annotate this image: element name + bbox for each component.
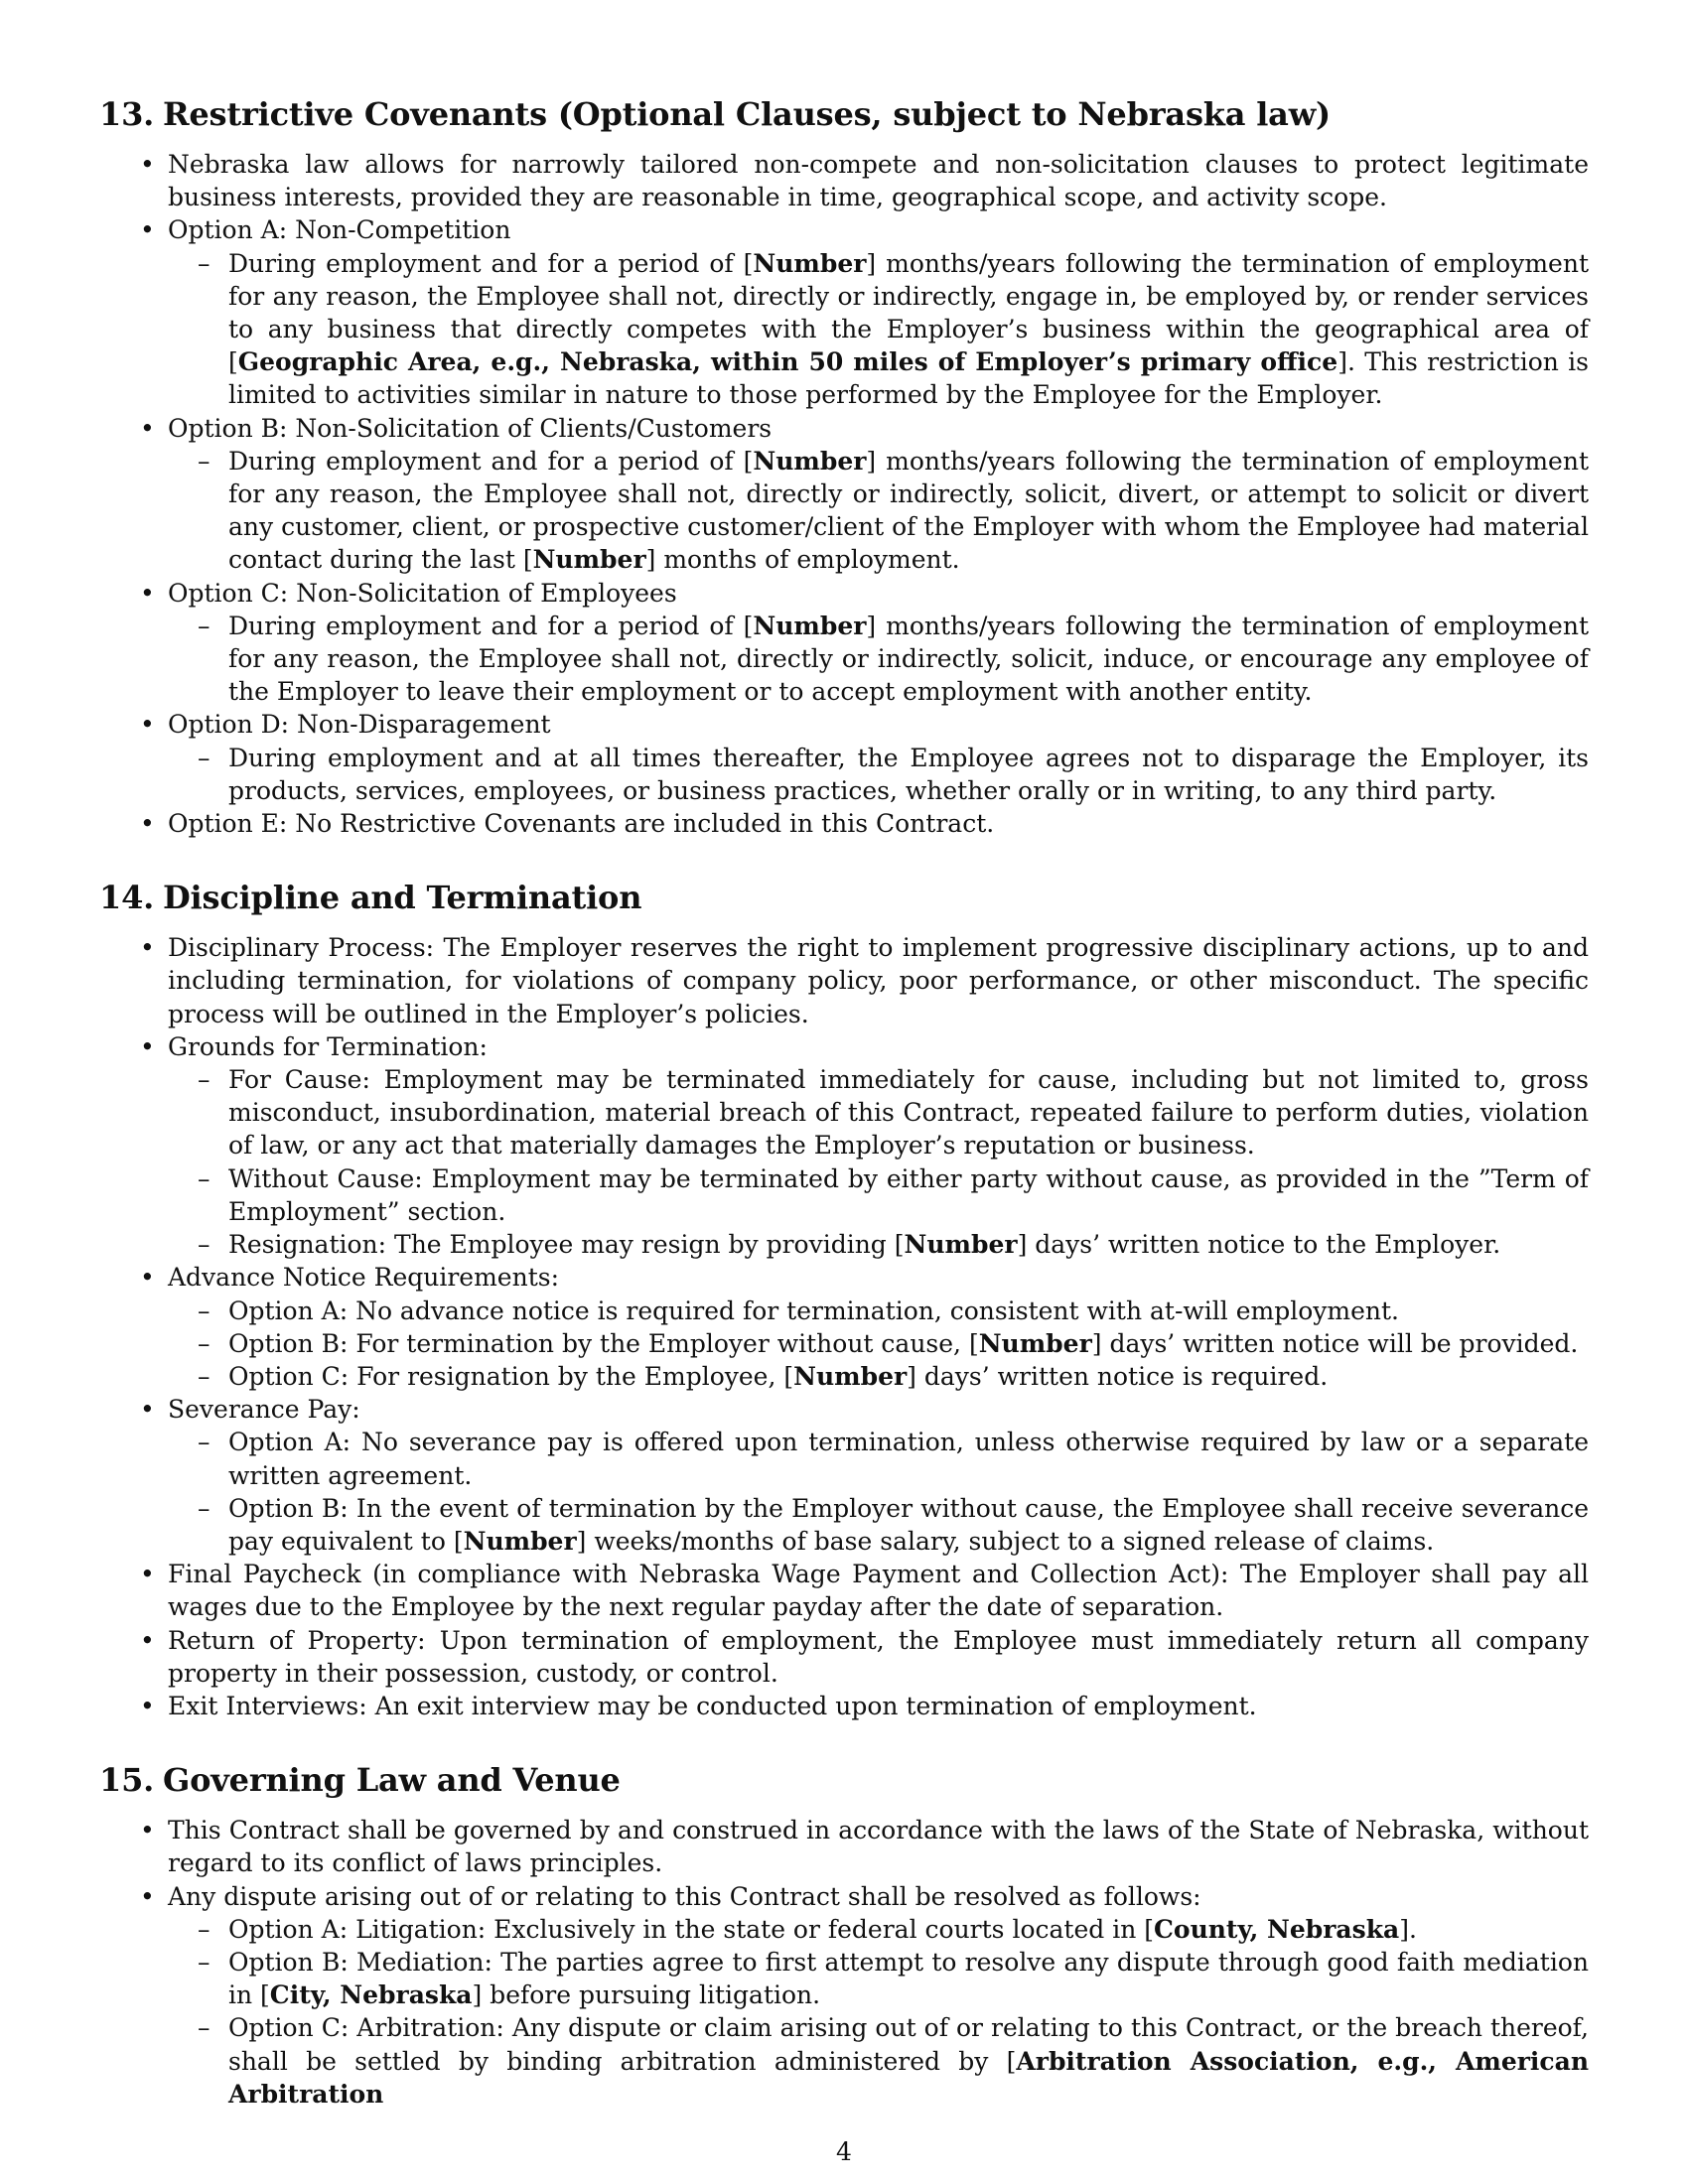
list-item [168, 1261, 1589, 1393]
placeholder: Number [463, 1526, 577, 1556]
item-text: Option C: Non-Solicitation of Employees [168, 578, 677, 608]
sub-list [168, 1063, 1589, 1261]
list-item [168, 412, 1589, 577]
section-15 [99, 1760, 1589, 2111]
text: During employment and for a period of [ [228, 446, 754, 476]
sub-item [228, 1327, 1589, 1360]
sub-item: – Option A: No severance pay is offered upon termination, unless otherwise required by law or a separate written agreement. [228, 1426, 1589, 1491]
sub-item [228, 610, 1589, 709]
list-item: • Option E: No Restrictive Covenants are included in this Contract. [168, 807, 1589, 840]
sub-list [168, 1426, 1589, 1558]
text: ]. This restriction is limited to activities similar in nature to those performed by the Employee for the Employer. [228, 347, 1589, 410]
text: Option C: Arbitration: Any dispute or claim arising out of or relating to this Contract, or the breach thereof, shall be settled by binding arbitration administered by [ [228, 2013, 1589, 2076]
item-text: Option B: Non-Solicitation of Clients/Customers [168, 413, 773, 443]
section-heading [99, 94, 1589, 134]
list-item: • Final Paycheck (in compliance with Nebraska Wage Payment and Collection Act): The Employer shall pay all wages due to the Employee by the next regular payday after the date of separation. [168, 1558, 1589, 1623]
section-heading [99, 1760, 1589, 1800]
list-item [168, 708, 1589, 807]
text: ] months/years following the termination of employment for any reason, the Employee shall not, directly or indirectly, engage in, be employed by, or render services to any business that directly competes with the Employer’s business within the geographical area of [ [228, 248, 1589, 377]
list-item [168, 577, 1589, 709]
page-number: 4 [836, 2137, 852, 2166]
section-number: 15. [99, 1761, 155, 1800]
text: ] months of employment. [645, 545, 960, 575]
list-item [168, 1393, 1589, 1558]
sub-list [168, 742, 1589, 807]
list-item [168, 1030, 1589, 1261]
text: Resignation: The Employee may resign by providing [ [228, 1230, 905, 1260]
item-text: Severance Pay: [168, 1395, 360, 1425]
text: During employment and for a period of [ [228, 611, 754, 640]
text: ] months/years following the termination of employment for any reason, the Employee shall not, directly or indirectly, solicit, divert, or attempt to solicit or divert any customer, client, or prospective customer/client of the Employer with whom the Employee had material contact during the last [ [228, 446, 1589, 575]
placeholder: Geographic Area, e.g., Nebraska, within 50 miles of Employer’s primary office [237, 347, 1338, 377]
sub-item [228, 247, 1589, 412]
list-item: • This Contract shall be governed by and construed in accordance with the laws of the State of Nebraska, without regard to its conflict of laws principles. [168, 1814, 1589, 1879]
placeholder: Number [753, 446, 867, 476]
bullet-list [99, 1814, 1589, 2111]
sub-list [168, 247, 1589, 412]
text: During employment and for a period of [ [228, 248, 754, 278]
section-title: Restrictive Covenants (Optional Clauses, subject to Nebraska law) [163, 95, 1332, 133]
item-text: Option A: Non-Competition [168, 215, 511, 245]
sub-item [228, 1228, 1589, 1261]
placeholder: Number [904, 1230, 1018, 1260]
sub-item: – For Cause: Employment may be terminated immediately for cause, including but not limited to, gross misconduct, insubordination, material breach of this Contract, repeated failure to perform duties, violation of law, or any act that materially damages the Employer’s reputation or business. [228, 1063, 1589, 1162]
sub-list [168, 1913, 1589, 2111]
placeholder: Number [753, 248, 867, 278]
text: Option A: Litigation: Exclusively in the state or federal courts located in [ [228, 1914, 1154, 1944]
section-number: 14. [99, 879, 155, 917]
section-14 [99, 878, 1589, 1722]
item-text: Grounds for Termination: [168, 1031, 488, 1061]
text: ] months/years following the termination of employment for any reason, the Employee shall not, directly or indirectly, solicit, induce, or encourage any employee of the Employer to leave their employment or to accept employment with another entity. [228, 611, 1589, 707]
sub-list [168, 610, 1589, 709]
placeholder: Number [532, 545, 646, 575]
text: Option B: In the event of termination by the Employer without cause, the Employee shall receive severance pay equivalent to [ [228, 1493, 1589, 1556]
sub-item [228, 1360, 1589, 1393]
list-item: • Nebraska law allows for narrowly tailored non-compete and non-solicitation clauses to protect legitimate business interests, provided they are reasonable in time, geographical scope, and activity scope. [168, 148, 1589, 213]
section-13 [99, 94, 1589, 840]
list-item [168, 213, 1589, 411]
section-title: Governing Law and Venue [163, 1761, 621, 1800]
sub-item: – Option A: No advance notice is required for termination, consistent with at-will employment. [228, 1295, 1589, 1327]
section-heading [99, 878, 1589, 917]
bullet-list [99, 931, 1589, 1722]
placeholder: Number [793, 1361, 908, 1391]
text: ] before pursuing litigation. [472, 1980, 821, 2010]
sub-item [228, 1913, 1589, 1946]
sub-list [168, 445, 1589, 577]
sub-list [168, 1295, 1589, 1394]
text: ] days’ written notice will be provided. [1091, 1328, 1579, 1358]
text: Option B: Mediation: The parties agree to first attempt to resolve any dispute through good faith mediation in [ [228, 1947, 1589, 2010]
text: ]. [1399, 1914, 1417, 1944]
item-text: Option D: Non-Disparagement [168, 710, 551, 740]
text: ] days’ written notice to the Employer. [1017, 1230, 1501, 1260]
sub-item [228, 1946, 1589, 2011]
document-page [99, 94, 1589, 2148]
placeholder: Number [978, 1328, 1092, 1358]
item-text: Advance Notice Requirements: [168, 1263, 560, 1293]
text: Option C: For resignation by the Employee, [ [228, 1361, 794, 1391]
placeholder: City, Nebraska [269, 1980, 473, 2010]
sub-item [228, 1492, 1589, 1558]
sub-item: – Without Cause: Employment may be terminated by either party without cause, as provided in the ”Term of Employment” section. [228, 1162, 1589, 1228]
list-item: • Exit Interviews: An exit interview may be conducted upon termination of employment. [168, 1690, 1589, 1722]
text: Option B: For termination by the Employer without cause, [ [228, 1328, 979, 1358]
placeholder: County, Nebraska [1154, 1914, 1400, 1944]
placeholder: Number [753, 611, 867, 640]
section-number: 13. [99, 95, 155, 133]
section-title: Discipline and Termination [163, 879, 642, 917]
sub-item: – During employment and at all times thereafter, the Employee agrees not to disparage the Employer, its products, services, employees, or business practices, whether orally or in writing, to any third party. [228, 742, 1589, 807]
item-text: Any dispute arising out of or relating to this Contract shall be resolved as follows: [168, 1881, 1201, 1911]
bullet-list [99, 148, 1589, 840]
list-item: • Return of Property: Upon termination of employment, the Employee must immediately return all company property in their possession, custody, or control. [168, 1624, 1589, 1690]
list-item: • Disciplinary Process: The Employer reserves the right to implement progressive disciplinary actions, up to and including termination, for violations of company policy, poor performance, or other misconduct. The specific process will be outlined in the Employer’s policies. [168, 931, 1589, 1030]
text: ] days’ written notice is required. [907, 1361, 1329, 1391]
sub-item [228, 445, 1589, 577]
list-item [168, 1880, 1589, 2111]
placeholder: Arbitration Association, e.g., American Arbitration [228, 2046, 1589, 2109]
text: ] weeks/months of base salary, subject to a signed release of claims. [576, 1526, 1435, 1556]
sub-item [228, 2011, 1589, 2111]
